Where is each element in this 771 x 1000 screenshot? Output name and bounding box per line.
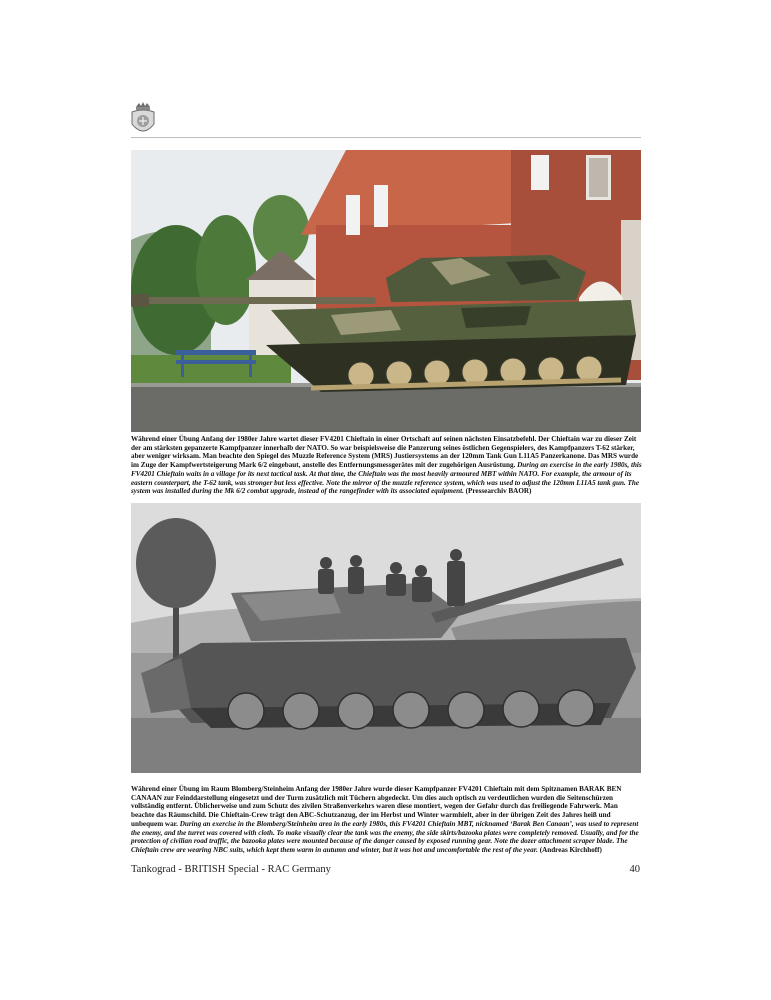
caption-english: During an exercise in the early 1980s, this FV4201 Chieftain waits in a village for its next tactical task. At that time, the Chieftain was the most heavily armoured MBT within NATO. For example, the armour of its eastern counterpart, the T-62 tank, was stronger but less effective. Note the mirror of the muzzle reference system, which was used to adjust the 120mm L11A5 tank gun. The system was installed during the Mk 6/2 combat upgrade, instead of the rangefinder with its associated equipment.: [131, 461, 642, 496]
caption-german: Während einer Übung im Raum Blomberg/Steinheim Anfang der 1980er Jahre wurde dieser Kampfpanzer FV4201 Chieftain mit dem Spitznamen BARAK BEN CANAAN zur Feinddarstellung eingesetzt und der Turm zusätzlich mit Tüchern abgedeckt. Um dies auch optisch zu verdeutlichen wurden die Seitenschürzen vollständig entfernt. Üblicherweise und zum Schutz des zivilen Straßenverkehrs waren diese montiert, wegen der Gefahr durch das freiliegende Fahrwerk. Man beachte das Räumschild. Die Chieftain-Crew trägt den ABC-Schutzanzug, der im Herbst und Winter warmhielt, aber in der übrigen Zeit des Jahres heiß und unbequem war.: [131, 785, 622, 828]
chieftain-tank-crew-photo-bw: [131, 503, 641, 773]
header-rule: [131, 137, 641, 138]
footer-title: Tankograd - BRITISH Special - RAC Germany: [131, 864, 331, 875]
photo-caption: [131, 785, 643, 855]
page-number: 40: [629, 864, 640, 875]
caption-credit: (Pressearchiv BAOR): [465, 487, 532, 496]
crown-badge-icon: [128, 100, 158, 138]
chieftain-tank-village-photo: [131, 150, 641, 432]
photo-caption: [131, 435, 643, 496]
caption-german: Während einer Übung Anfang der 1980er Jahre wartet dieser FV4201 Chieftain in einer Ortschaft auf seinen nächsten Einsatzbefehl. Der Chieftain war zu dieser Zeit der am stärksten gepanzerte Kampfpanzer innerhalb der NATO. So war beispielsweise die Panzerung seines östlichen Gegenspielers, des Kampfpanzers T-62 stärker, aber weniger wirksam. Man beachte den Spiegel des Muzzle Reference System (MRS) Justiersystems an der 120mm Tank Gun L11A5 Panzerkanone. Das MRS wurde im Zuge der Kampfwertsteigerung Mark 6/2 eingebaut, anstelle des Entfernungsmessgerätes mit der zugehörigen Ausrüstung.: [131, 435, 639, 470]
caption-credit: (Andreas Kirchhoff): [539, 845, 602, 854]
caption-english: During an exercise in the Blomberg/Steinheim area in the early 1980s, this FV4201 Chieftain MBT, nicknamed ‘Barak Ben Canaan’, was used to represent the enemy, and the turret was covered with cloth. To make visually clear the tank was the enemy, the side skirts/bazooka plates were completely removed. Usually, and for the protection of civilian road traffic, the bazooka plates were mounted because of the danger caused by exposed running gear. Note the dozer attachment scraper blade. The Chieftain crew are wearing NBC suits, which kept them warm in autumn and winter, but it was hot and uncomfortable the rest of the year.: [131, 819, 639, 854]
